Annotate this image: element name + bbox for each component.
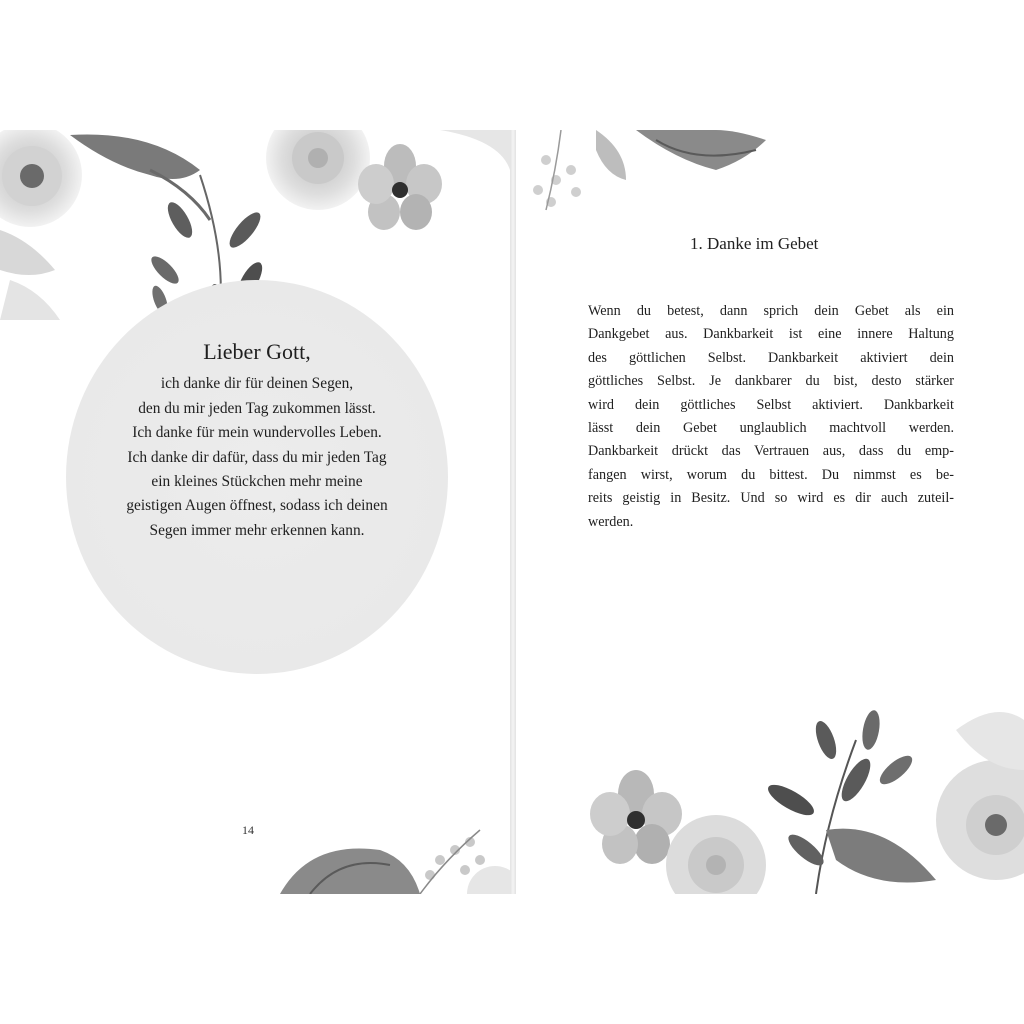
prayer-line: ich danke dir für deinen Segen, [160, 375, 354, 393]
right-page [516, 130, 1024, 894]
body-line: des göttlichen Selbst. Dankbarkeit aktiviert dein [588, 349, 954, 366]
body-line: göttliches Selbst. Je dankbarer du bist, desto stärker [588, 373, 954, 390]
body-line: Dankbarkeit drückt das Vertrauen aus, dass du emp- [588, 443, 954, 460]
book-spread [0, 130, 1024, 894]
prayer-line: ein kleines Stückchen mehr meine [151, 473, 363, 491]
body-line: Dankgebet aus. Dankbarkeit ist eine innere Haltung [588, 326, 954, 343]
prayer-line: Ich danke für mein wundervolles Leben. [132, 424, 382, 442]
left-page [0, 130, 510, 894]
body-paragraph [588, 300, 954, 534]
body-line: wird dein göttliches Selbst aktiviert. Dankbarkeit [588, 396, 954, 413]
floral-top-right-decoration [516, 130, 776, 220]
prayer-line: Segen immer mehr erkennen kann. [149, 521, 365, 539]
prayer-line: den du mir jeden Tag zukommen lässt. [138, 399, 376, 417]
body-line: fangen wirst, worum du bittest. Du nimmst es be- [588, 466, 954, 483]
chapter-heading: 1. Danke im Gebet [690, 234, 819, 253]
page-number: 14 [242, 823, 254, 837]
prayer-block [66, 340, 448, 543]
body-line: werden. [588, 513, 634, 530]
body-line: reits geistig in Besitz. Und so wird es dir auch zuteil- [588, 490, 954, 507]
floral-bottom-right-decoration [556, 700, 1024, 894]
prayer-line: Ich danke dir dafür, dass du mir jeden Tag [127, 448, 387, 466]
prayer-title: Lieber Gott, [203, 339, 311, 364]
body-line: lässt dein Gebet unglaublich machtvoll werden. [588, 420, 954, 437]
floral-bottom-left-decoration [270, 820, 510, 894]
prayer-line: geistigen Augen öffnest, sodass ich deinen [126, 497, 388, 515]
body-line: Wenn du betest, dann sprich dein Gebet als ein [588, 303, 954, 319]
